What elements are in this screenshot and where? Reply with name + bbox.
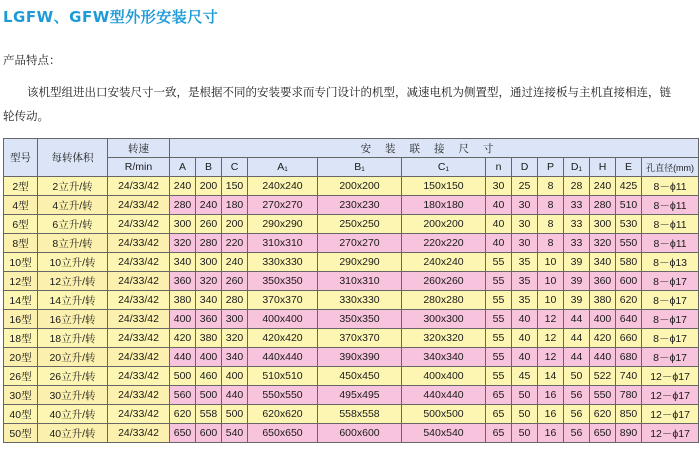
table-cell: 8 [538,234,564,253]
table-cell: 55 [486,272,512,291]
table-cell: 340 [590,253,616,272]
table-cell: 8－ϕ17 [642,291,699,310]
table-cell: 8－ϕ17 [642,329,699,348]
table-cell: 65 [486,405,512,424]
table-cell: 310x310 [248,234,318,253]
table-cell: 30 [512,196,538,215]
table-cell: 44 [564,348,590,367]
table-cell: 240x240 [402,253,486,272]
table-row [4,310,699,329]
table-cell: 230x230 [318,196,402,215]
table-cell: 10 [538,291,564,310]
table-cell: 260 [222,272,248,291]
table-cell: 14 [538,367,564,386]
table-row [4,329,699,348]
speed-cell: 24/33/42 [108,367,170,386]
table-cell: 200 [196,177,222,196]
table-cell: 12－ϕ17 [642,424,699,443]
table-cell: 300 [222,310,248,329]
table-cell: 220x220 [402,234,486,253]
table-cell: 12 [538,348,564,367]
model-cell: 4型 [4,196,38,215]
speed-cell: 24/33/42 [108,234,170,253]
table-cell: 400x400 [248,310,318,329]
volume-cell: 6立升/转 [38,215,108,234]
table-body [4,177,699,443]
page-title: LGFW、GFW型外形安装尺寸 [3,8,219,26]
volume-cell: 4立升/转 [38,196,108,215]
table-cell: 10 [538,253,564,272]
table-cell: 558x558 [318,405,402,424]
table-cell: 850 [616,405,642,424]
table-cell: 780 [616,386,642,405]
speed-cell: 24/33/42 [108,196,170,215]
table-cell: 558 [196,405,222,424]
table-cell: 280 [222,291,248,310]
table-cell: 620 [590,405,616,424]
table-cell: 180 [222,196,248,215]
table-cell: 550 [616,234,642,253]
table-row [4,348,699,367]
table-cell: 250x250 [318,215,402,234]
table-header [4,139,699,177]
table-cell: 30 [512,234,538,253]
header-col: n [486,158,512,177]
table-cell: 200 [222,215,248,234]
table-cell: 510 [616,196,642,215]
table-cell: 50 [564,367,590,386]
table-cell: 425 [616,177,642,196]
table-cell: 16 [538,424,564,443]
volume-cell: 20立升/转 [38,348,108,367]
table-cell: 360 [196,310,222,329]
model-cell: 14型 [4,291,38,310]
table-cell: 200x200 [318,177,402,196]
table-cell: 40 [512,329,538,348]
table-cell: 35 [512,253,538,272]
table-cell: 510x510 [248,367,318,386]
table-row [4,272,699,291]
volume-cell: 40立升/转 [38,405,108,424]
table-cell: 12－ϕ17 [642,367,699,386]
header-model: 型号 [4,139,38,177]
table-cell: 280 [170,196,196,215]
speed-cell: 24/33/42 [108,253,170,272]
model-cell: 30型 [4,386,38,405]
table-cell: 8 [538,196,564,215]
table-cell: 290x290 [318,253,402,272]
table-cell: 39 [564,253,590,272]
table-cell: 55 [486,348,512,367]
table-cell: 240 [196,196,222,215]
table-cell: 522 [590,367,616,386]
table-cell: 8－ϕ17 [642,348,699,367]
header-col: H [590,158,616,177]
table-cell: 35 [512,272,538,291]
table-cell: 340 [222,348,248,367]
speed-cell: 24/33/42 [108,348,170,367]
table-cell: 650x650 [248,424,318,443]
header-col: E [616,158,642,177]
table-cell: 300 [170,215,196,234]
model-cell: 20型 [4,348,38,367]
model-cell: 6型 [4,215,38,234]
header-col: B [196,158,222,177]
table-cell: 740 [616,367,642,386]
table-cell: 270x270 [248,196,318,215]
table-cell: 8－ϕ17 [642,272,699,291]
volume-cell: 30立升/转 [38,386,108,405]
volume-cell: 2立升/转 [38,177,108,196]
table-cell: 620 [170,405,196,424]
table-cell: 280x280 [402,291,486,310]
volume-cell: 14立升/转 [38,291,108,310]
speed-cell: 24/33/42 [108,272,170,291]
table-cell: 600 [196,424,222,443]
table-cell: 50 [512,405,538,424]
table-cell: 240x240 [248,177,318,196]
table-cell: 450x450 [318,367,402,386]
table-cell: 280 [196,234,222,253]
table-cell: 360 [170,272,196,291]
table-cell: 330x330 [248,253,318,272]
table-cell: 380 [590,291,616,310]
table-cell: 12 [538,310,564,329]
table-cell: 33 [564,234,590,253]
table-cell: 500x500 [402,405,486,424]
table-row [4,215,699,234]
table-row [4,424,699,443]
table-cell: 400 [222,367,248,386]
table-cell: 640 [616,310,642,329]
table-cell: 25 [512,177,538,196]
table-cell: 45 [512,367,538,386]
header-col: D₁ [564,158,590,177]
dimension-table [3,138,699,443]
table-cell: 39 [564,291,590,310]
table-cell: 500 [170,367,196,386]
table-cell: 55 [486,253,512,272]
speed-cell: 24/33/42 [108,405,170,424]
table-cell: 350x350 [248,272,318,291]
table-cell: 300x300 [402,310,486,329]
table-cell: 8－ϕ11 [642,196,699,215]
table-cell: 440 [590,348,616,367]
volume-cell: 10立升/转 [38,253,108,272]
model-cell: 18型 [4,329,38,348]
table-cell: 280 [590,196,616,215]
table-cell: 65 [486,424,512,443]
table-cell: 400 [590,310,616,329]
table-cell: 660 [616,329,642,348]
table-cell: 310x310 [318,272,402,291]
table-cell: 440x440 [248,348,318,367]
speed-cell: 24/33/42 [108,177,170,196]
table-row [4,405,699,424]
table-cell: 40 [512,348,538,367]
table-cell: 320 [196,272,222,291]
table-cell: 33 [564,196,590,215]
table-cell: 500 [222,405,248,424]
table-cell: 150x150 [402,177,486,196]
product-description: 该机型组进出口安装尺寸一致，是根据不同的安装要求而专门设计的机型，减速电机为侧置型，通过连接板与主机直接相连，链轮传动。 [3,85,671,123]
model-cell: 2型 [4,177,38,196]
table-cell: 12－ϕ17 [642,386,699,405]
speed-cell: 24/33/42 [108,386,170,405]
table-cell: 8 [538,177,564,196]
speed-cell: 24/33/42 [108,215,170,234]
table-cell: 16 [538,405,564,424]
header-col: A [170,158,196,177]
model-cell: 16型 [4,310,38,329]
table-cell: 44 [564,310,590,329]
speed-cell: 24/33/42 [108,329,170,348]
table-cell: 320 [222,329,248,348]
table-row [4,253,699,272]
table-cell: 180x180 [402,196,486,215]
volume-cell: 8立升/转 [38,234,108,253]
table-cell: 400 [170,310,196,329]
table-cell: 440 [222,386,248,405]
table-cell: 500 [196,386,222,405]
model-cell: 8型 [4,234,38,253]
table-cell: 320x320 [402,329,486,348]
speed-cell: 24/33/42 [108,310,170,329]
table-cell: 530 [616,215,642,234]
table-cell: 890 [616,424,642,443]
table-cell: 370x370 [318,329,402,348]
table-cell: 380 [170,291,196,310]
table-cell: 340 [196,291,222,310]
table-cell: 400 [196,348,222,367]
table-cell: 270x270 [318,234,402,253]
table-cell: 40 [486,215,512,234]
table-cell: 380 [196,329,222,348]
model-cell: 50型 [4,424,38,443]
table-cell: 56 [564,405,590,424]
table-cell: 55 [486,310,512,329]
table-cell: 240 [222,253,248,272]
table-cell: 350x350 [318,310,402,329]
volume-cell: 26立升/转 [38,367,108,386]
table-cell: 620 [616,291,642,310]
model-cell: 10型 [4,253,38,272]
table-cell: 300 [590,215,616,234]
table-cell: 600x600 [318,424,402,443]
volume-cell: 12立升/转 [38,272,108,291]
table-cell: 420 [590,329,616,348]
table-cell: 55 [486,291,512,310]
table-cell: 440x440 [402,386,486,405]
table-cell: 550x550 [248,386,318,405]
table-cell: 620x620 [248,405,318,424]
table-cell: 680 [616,348,642,367]
table-cell: 540x540 [402,424,486,443]
table-cell: 55 [486,367,512,386]
table-cell: 12 [538,329,564,348]
table-row [4,234,699,253]
table-cell: 200x200 [402,215,486,234]
header-col: 孔直径(mm) [642,158,699,177]
table-cell: 650 [170,424,196,443]
table-row [4,386,699,405]
table-cell: 300 [196,253,222,272]
header-volume: 每转体积 [38,139,108,177]
table-cell: 420x420 [248,329,318,348]
model-cell: 12型 [4,272,38,291]
table-cell: 340 [170,253,196,272]
table-cell: 220 [222,234,248,253]
header-speed: 转速 [108,139,170,158]
table-cell: 10 [538,272,564,291]
table-cell: 50 [512,424,538,443]
volume-cell: 18立升/转 [38,329,108,348]
table-cell: 28 [564,177,590,196]
table-cell: 33 [564,215,590,234]
table-cell: 56 [564,424,590,443]
header-dimensions: 安装联接尺寸 [170,139,699,158]
table-cell: 44 [564,329,590,348]
table-row [4,367,699,386]
table-cell: 440 [170,348,196,367]
section-subtitle: 产品特点： [3,53,61,67]
volume-cell: 40立升/转 [38,424,108,443]
table-row [4,177,699,196]
table-cell: 8－ϕ13 [642,253,699,272]
table-cell: 495x495 [318,386,402,405]
speed-cell: 24/33/42 [108,291,170,310]
table-cell: 560 [170,386,196,405]
table-cell: 390x390 [318,348,402,367]
table-cell: 320 [590,234,616,253]
table-cell: 650 [590,424,616,443]
header-col: C [222,158,248,177]
header-col: D [512,158,538,177]
header-col: C₁ [402,158,486,177]
table-cell: 150 [222,177,248,196]
table-cell: 16 [538,386,564,405]
table-cell: 370x370 [248,291,318,310]
table-cell: 40 [486,234,512,253]
header-col: P [538,158,564,177]
table-cell: 30 [486,177,512,196]
table-cell: 35 [512,291,538,310]
table-cell: 56 [564,386,590,405]
table-cell: 40 [512,310,538,329]
table-cell: 360 [590,272,616,291]
header-col: A₁ [248,158,318,177]
speed-cell: 24/33/42 [108,424,170,443]
table-cell: 8－ϕ17 [642,310,699,329]
table-cell: 460 [196,367,222,386]
table-cell: 260x260 [402,272,486,291]
table-cell: 600 [616,272,642,291]
header-col: B₁ [318,158,402,177]
table-cell: 8 [538,215,564,234]
model-cell: 40型 [4,405,38,424]
table-cell: 240 [590,177,616,196]
table-cell: 320 [170,234,196,253]
header-speed-unit: R/min [108,158,170,177]
table-cell: 40 [486,196,512,215]
table-cell: 550 [590,386,616,405]
table-cell: 330x330 [318,291,402,310]
table-cell: 290x290 [248,215,318,234]
table-cell: 8－ϕ11 [642,234,699,253]
table-cell: 8－ϕ11 [642,215,699,234]
table-cell: 580 [616,253,642,272]
table-cell: 400x400 [402,367,486,386]
table-cell: 39 [564,272,590,291]
table-cell: 8－ϕ11 [642,177,699,196]
model-cell: 26型 [4,367,38,386]
volume-cell: 16立升/转 [38,310,108,329]
table-cell: 12－ϕ17 [642,405,699,424]
table-cell: 540 [222,424,248,443]
table-cell: 50 [512,386,538,405]
table-cell: 55 [486,329,512,348]
table-cell: 240 [170,177,196,196]
table-cell: 65 [486,386,512,405]
table-cell: 340x340 [402,348,486,367]
table-cell: 420 [170,329,196,348]
table-cell: 30 [512,215,538,234]
table-cell: 260 [196,215,222,234]
table-row [4,196,699,215]
table-row [4,291,699,310]
